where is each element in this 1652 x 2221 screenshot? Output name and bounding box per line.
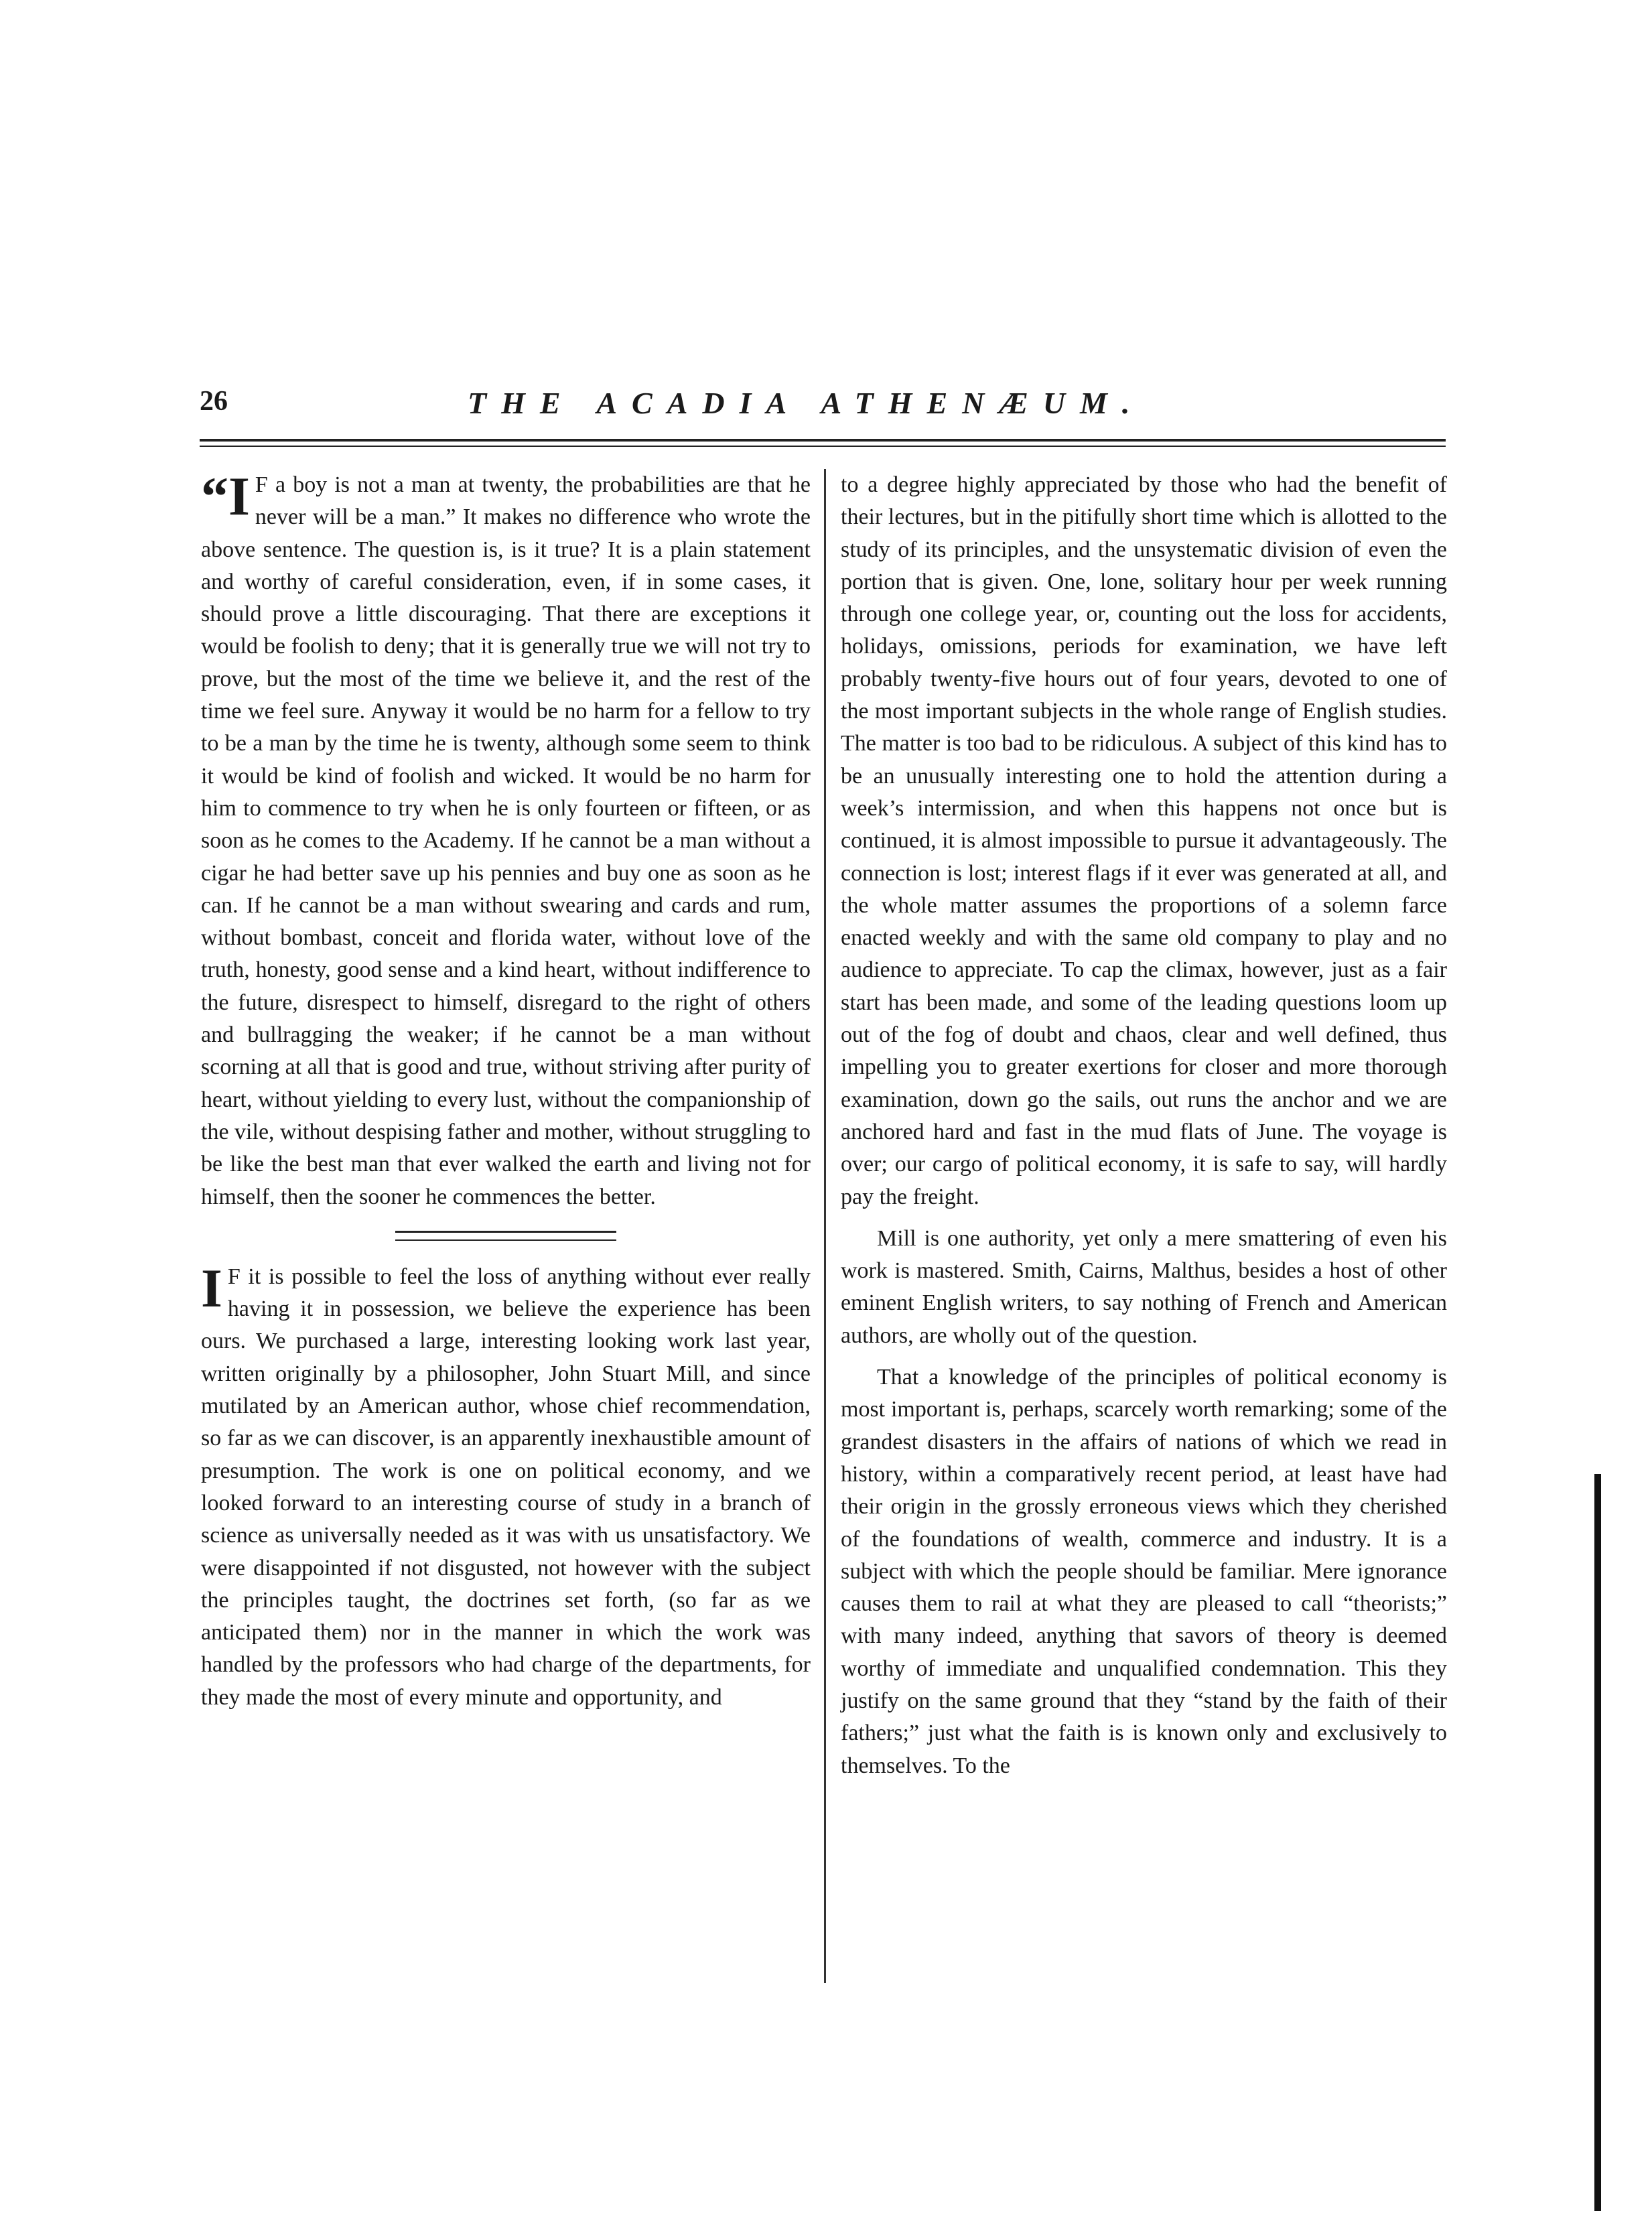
article-political-economy: [201, 1257, 811, 1714]
column-divider: [824, 469, 826, 1983]
article-boy-man: [201, 466, 811, 1213]
header-rule: [200, 439, 1446, 447]
article-text: F it is possible to feel the loss of anything without ever really having it in possession, we believe the experience has been ours. We purchased a large, interesting looking work last year, written originally by a philosopher, John Stuart Mill, and since mutilated by an American author, whose chief recommendation, so far as we can discover, is an apparently inexhaustible amount of presumption. The work is one on political economy, and we looked forward to an interesting course of study in a branch of science as universally needed as it was with us unsatisfactory. We were disappointed if not disgusted, not however with the subject the principles taught, the doctrines set forth, (so far as we anticipated them) nor in the manner in which the work was handled by the professors who had charge of the departments, for they made the most of every minute and opportunity, and: [201, 1264, 811, 1710]
left-column: [201, 466, 811, 1714]
dropcap: “I: [201, 466, 250, 527]
scan-edge-mark: [1594, 1474, 1601, 2211]
paragraph: to a degree highly appreciated by those who had the benefit of their lectures, but in the pitifully short time which is allotted to the study of its principles, and the unsystematic division of even the portion that is given. One, lone, solitary hour per week running through one college year, or, counting out the loss for accidents, holidays, omissions, periods for examination, we have left probably twenty-five hours out of four years, devoted to one of the most important subjects in the whole range of English studies. The matter is too bad to be ridiculous. A subject of this kind has to be an unusually interesting one to hold the attention during a week’s intermission, and when this happens not once but is continued, it is almost impossible to pursue it advantageously. The connection is lost; interest flags if it ever was generated at all, and the whole matter assumes the proportions of a solemn farce enacted weekly and with the same old company to play and no audience to appreciate. To cap the climax, however, just as a fair start has been made, and some of the leading questions loom up out of the fog of doubt and chaos, clear and well defined, thus impelling you to greater exertions for closer and more thorough examination, down go the sails, out runs the anchor and we are anchored hard and fast in the mud flats of June. The voyage is over; our cargo of political economy, it is safe to say, will hardly pay the freight.: [841, 472, 1447, 1209]
dropcap: I: [201, 1257, 222, 1319]
paragraph: Mill is one authority, yet only a mere smattering of even his work is mastered. Smith, Cairns, Malthus, besides a host of other eminent English writers, to say nothing of French and American authors, are wholly out of the question.: [841, 1225, 1447, 1348]
right-column: [841, 469, 1447, 1782]
section-divider: [395, 1231, 616, 1241]
paragraph: That a knowledge of the principles of political economy is most important is, perhaps, scarcely worth remarking; some of the grandest disasters in the affairs of nations of which we read in history, within a comparatively recent period, at least have had their origin in the grossly erroneous views which they cherished of the foundations of wealth, commerce and industry. It is a subject with which the people should be familiar. Mere ignorance causes them to rail at what they are pleased to call “theorists;” with many indeed, anything that savors of theory is deemed worthy of immediate and unqualified condemnation. This they justify on the same ground that they “stand by the faith of their fathers;” just what the faith is is known only and exclusively to themselves. To the: [841, 1365, 1447, 1778]
page-header: [200, 385, 1432, 432]
article-text: F a boy is not a man at twenty, the probabilities are that he never will be a man.” It makes no difference who wrote the above sentence. The question is, is it true? It is a plain statement and worthy of careful consideration, even, if in some cases, it should prove a little discouraging. That there are exceptions it would be foolish to deny; that it is generally true we will not try to prove, but the most of the time we believe it, and the rest of the time we feel sure. Anyway it would be no harm for a fellow to try to be a man by the time he is twenty, although some seem to think it would be kind of foolish and wicked. It would be no harm for him to commence to try when he is only fourteen or fifteen, or as soon as he comes to the Academy. If he cannot be a man without a cigar he had better save up his pennies and buy one as soon as he can. If he cannot be a man without swearing and cards and rum, without bombast, conceit and florida water, without love of the truth, honesty, good sense and a kind heart, without indifference to the future, disrespect to himself, disregard to the right of others and bullragging the weaker; if he cannot be a man without scorning at all that is good and true, without striving after purity of heart, without yielding to every lust, without the companionship of the vile, without despising father and mother, without struggling to be like the best man that ever walked the earth and living not for himself, then the sooner he commences the better.: [201, 472, 811, 1209]
page-number: 26: [200, 386, 228, 417]
running-title: THE ACADIA ATHENÆUM.: [468, 386, 1145, 420]
